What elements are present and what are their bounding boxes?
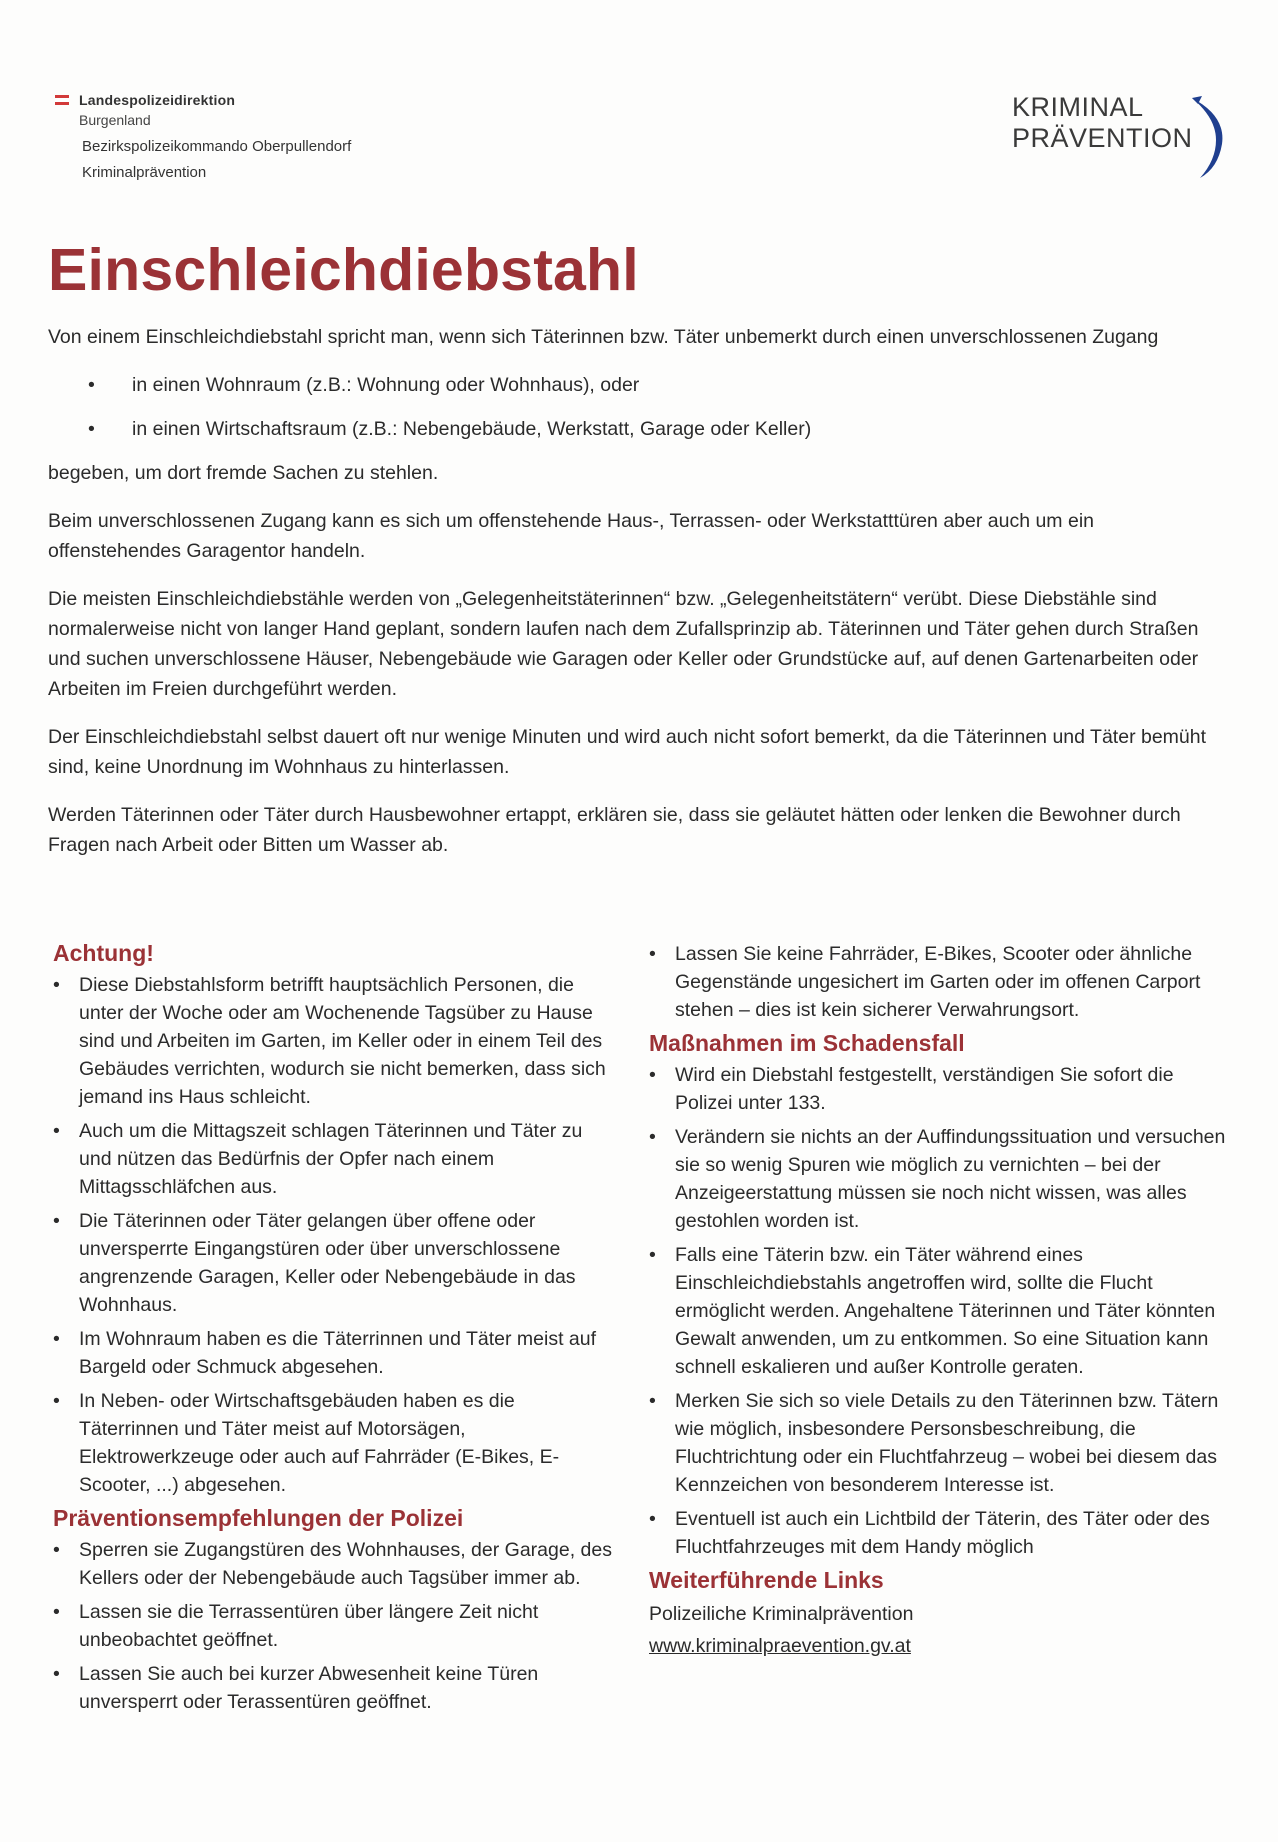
austria-flag-icon [55,95,69,105]
intro-list [48,370,1228,444]
district-command: Bezirkspolizeikommando Oberpullendorf [82,138,352,155]
list-item: • Sperren sie Zugangstüren des Wohnhauses, der Garage, des Kellers oder der Nebengebäude auch Tagsüber immer ab. [53,1536,613,1592]
logo-line-2: PRÄVENTION [1012,123,1193,153]
list-item: • Die Täterinnen oder Täter gelangen über offene oder unversperrte Eingangstüren oder über unverschlossene angrenzende Garagen, Keller oder Nebengebäude in das Wohnhaus. [53,1207,613,1319]
list-item: • Diese Diebstahlsform betrifft hauptsächlich Personen, die unter der Woche oder am Wochenende Tagsüber zu Hause sind und Arbeiten im Garten, im Keller oder in einem Teil des Gebäudes verrichten, wodurch sie nicht bemerken, dass sich jemand ins Haus schleicht. [53,971,613,1111]
letterhead [55,92,351,181]
schadensfall-list [649,1061,1229,1561]
intro-paragraph: Der Einschleichdiebstahl selbst dauert oft nur wenige Minuten und wird auch nicht sofort bemerkt, da die Täterinnen und Täter bemüht sind, keine Unordnung im Wohnhaus zu hinterlassen. [48,726,1207,778]
list-item: • Verändern sie nichts an der Auffindungssituation und versuchen sie so wenig Spuren wie möglich zu vernichten – bei der Anzeigeerstattung müssen sie noch nicht wissen, was alles gestohlen worden ist. [649,1123,1229,1235]
list-item: • Eventuell ist auch ein Lichtbild der Täterin, des Täter oder des Fluchtfahrzeuges mit dem Handy möglich [649,1505,1229,1561]
schadensfall-heading: Maßnahmen im Schadensfall [649,1030,965,1056]
department-name: Kriminalprävention [82,164,207,181]
right-column [649,940,1229,1662]
logo-bracket-icon [1188,94,1228,182]
intro-section [48,322,1228,878]
left-column [53,940,613,1722]
achtung-list [53,971,613,1499]
intro-paragraph: Von einem Einschleichdiebstahl spricht man, wenn sich Täterinnen bzw. Täter unbemerkt durch einen unverschlossenen Zugang [48,326,1159,348]
list-item: • Lassen Sie auch bei kurzer Abwesenheit keine Türen unversperrt oder Terassentüren geöffnet. [53,1660,613,1716]
praevention-list-continued [649,940,1229,1024]
list-item: • Im Wohnraum haben es die Täterrinnen und Täter meist auf Bargeld oder Schmuck abgesehen. [53,1325,613,1381]
intro-paragraph: Beim unverschlossenen Zugang kann es sich um offenstehende Haus-, Terrassen- oder Werkstatttüren aber auch um ein offenstehendes Garagentor handeln. [48,510,1094,562]
agency-region: Burgenland [79,112,151,128]
praevention-heading: Präventionsempfehlungen der Polizei [53,1505,464,1531]
links-heading: Weiterführende Links [649,1567,884,1593]
kriminalpraevention-link[interactable]: www.kriminalpraevention.gv.at [649,1635,911,1657]
agency-line [55,92,351,108]
list-item: • Lassen sie die Terrassentüren über längere Zeit nicht unbeobachtet geöffnet. [53,1598,613,1654]
logo-line-1: KRIMINAL [1012,92,1144,122]
list-item: • in einen Wirtschaftsraum (z.B.: Nebengebäude, Werkstatt, Garage oder Keller) [48,414,1228,444]
praevention-list [53,1536,613,1716]
intro-paragraph: begeben, um dort fremde Sachen zu stehlen. [48,462,439,484]
list-item: • Merken Sie sich so viele Details zu den Täterinnen bzw. Tätern wie möglich, insbesondere Personsbeschreibung, die Fluchtrichtung oder ein Fluchtfahrzeug – wobei bei diesem das Kennzeichen von besonderem Interesse ist. [649,1387,1229,1499]
links-label: Polizeiliche Kriminalprävention [649,1603,914,1625]
kriminalpraevention-logo [1012,92,1232,182]
list-item: • Auch um die Mittagszeit schlagen Täterinnen und Täter zu und nützen das Bedürfnis der Opfer nach einem Mittagsschläfchen aus. [53,1117,613,1201]
list-item: • Wird ein Diebstahl festgestellt, verständigen Sie sofort die Polizei unter 133. [649,1061,1229,1117]
intro-paragraph: Die meisten Einschleichdiebstähle werden von „Gelegenheitstäterinnen“ bzw. „Gelegenheitstätern“ verübt. Diese Diebstähle sind normalerweise nicht von langer Hand geplant, sondern laufen nach dem Zufallsprinzip ab. Täterinnen und Täter gehen durch Straßen und suchen unverschlossene Häuser, Nebengebäude wie Garagen oder Keller oder Grundstücke auf, auf denen Gartenarbeiten oder Arbeiten im Freien durchgeführt werden. [48,588,1199,700]
list-item: • Falls eine Täterin bzw. ein Täter während eines Einschleichdiebstahls angetroffen wird, sollte die Flucht ermöglicht werden. Angehaltene Täterinnen und Täter könnten Gewalt anwenden, um zu entkommen. So eine Situation kann schnell eskalieren und außer Kontrolle geraten. [649,1241,1229,1381]
list-item: • in einen Wohnraum (z.B.: Wohnung oder Wohnhaus), oder [48,370,1228,400]
achtung-heading: Achtung! [53,940,154,966]
list-item: • Lassen Sie keine Fahrräder, E-Bikes, Scooter oder ähnliche Gegenstände ungesichert im Garten oder im offenen Carport stehen – dies ist kein sicherer Verwahrungsort. [649,940,1229,1024]
page-title: Einschleichdiebstahl [48,237,639,303]
list-item: • In Neben- oder Wirtschaftsgebäuden haben es die Täterrinnen und Täter meist auf Motorsägen, Elektrowerkzeuge oder auch auf Fahrräder (E-Bikes, E-Scooter, ...) abgesehen. [53,1387,613,1499]
agency-name: Landespolizeidirektion [79,92,236,108]
intro-paragraph: Werden Täterinnen oder Täter durch Hausbewohner ertappt, erklären sie, dass sie geläutet hätten oder lenken die Bewohner durch Fragen nach Arbeit oder Bitten um Wasser ab. [48,804,1181,856]
